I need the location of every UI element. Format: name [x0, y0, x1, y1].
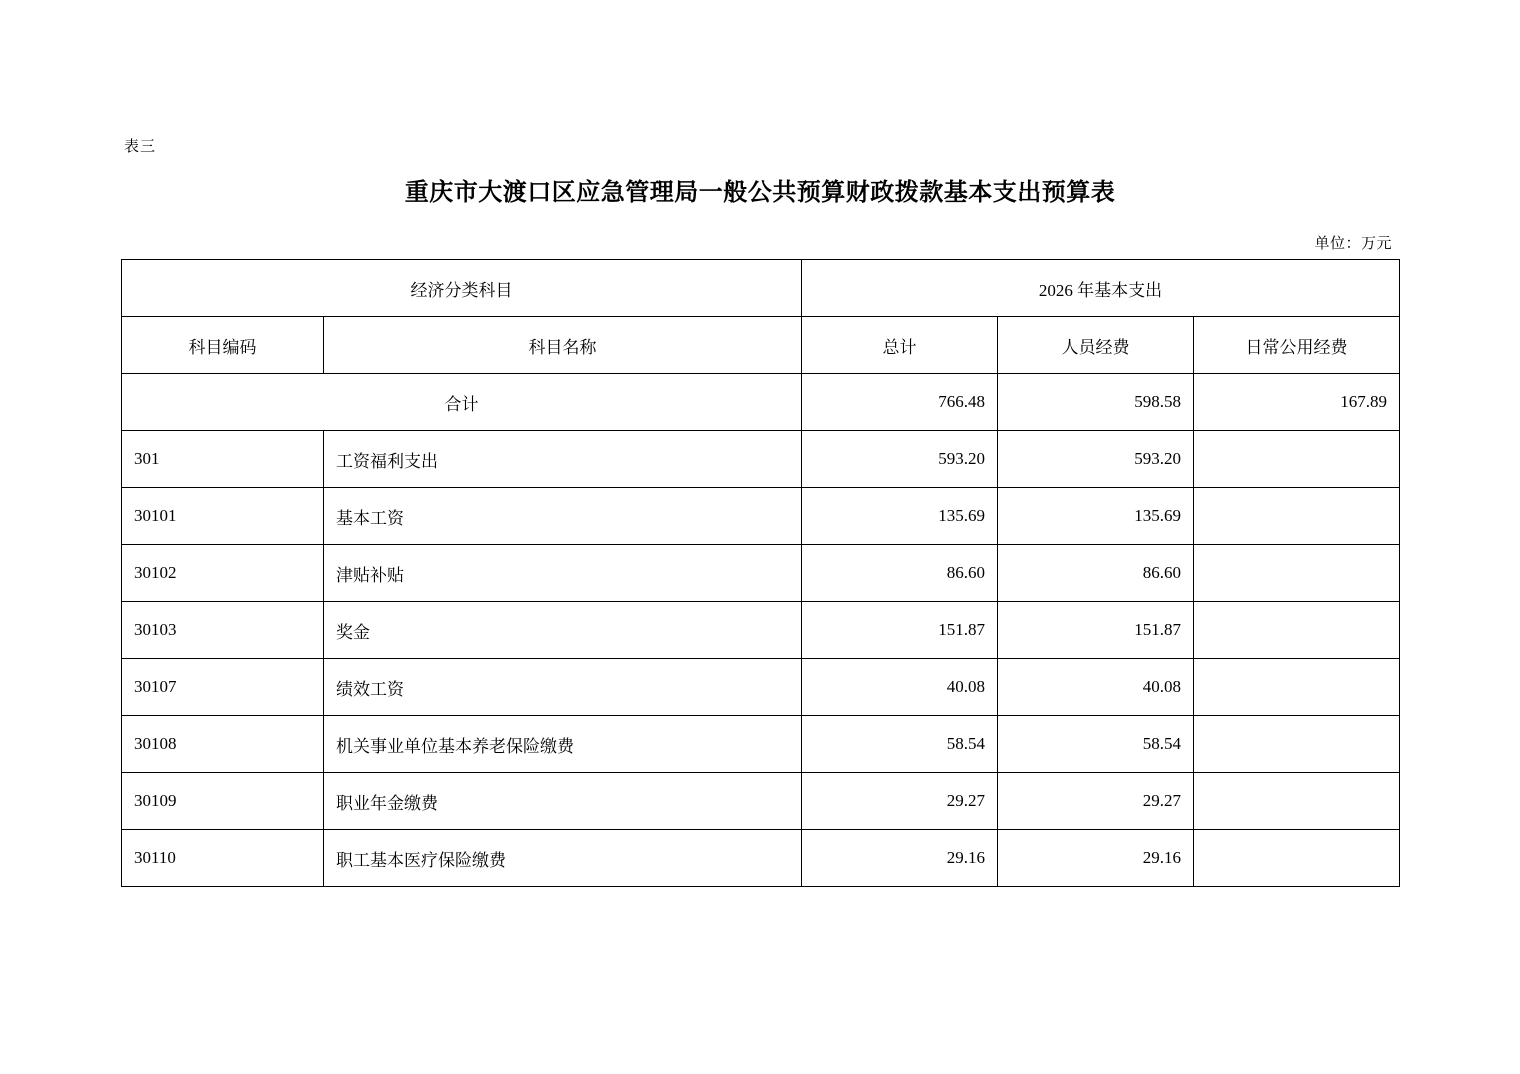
table-row: [122, 431, 1400, 488]
budget-table: [121, 259, 1400, 887]
table-row: [122, 659, 1400, 716]
cell-personnel: 86.60: [998, 545, 1194, 602]
cell-daily: [1194, 488, 1400, 545]
cell-total: 58.54: [802, 716, 998, 773]
cell-total: 593.20: [802, 431, 998, 488]
cell-name: 工资福利支出: [324, 431, 802, 488]
group-header-economic-classification: 经济分类科目: [122, 260, 802, 317]
cell-daily: [1194, 602, 1400, 659]
table-row: [122, 602, 1400, 659]
cell-name: 奖金: [324, 602, 802, 659]
table-row: [122, 545, 1400, 602]
cell-code: 30102: [122, 545, 324, 602]
cell-daily: [1194, 773, 1400, 830]
column-header-total: 总计: [802, 317, 998, 374]
table-row: [122, 488, 1400, 545]
page-title: 重庆市大渡口区应急管理局一般公共预算财政拨款基本支出预算表: [404, 180, 1116, 206]
cell-personnel: 135.69: [998, 488, 1194, 545]
cell-daily: [1194, 830, 1400, 887]
column-header-daily: 日常公用经费: [1194, 317, 1400, 374]
summary-total: 766.48: [802, 374, 998, 431]
summary-label: 合计: [122, 374, 802, 431]
cell-code: 301: [122, 431, 324, 488]
cell-code: 30110: [122, 830, 324, 887]
cell-name: 职业年金缴费: [324, 773, 802, 830]
table-row: [122, 773, 1400, 830]
cell-name: 机关事业单位基本养老保险缴费: [324, 716, 802, 773]
table-row: [122, 716, 1400, 773]
cell-code: 30108: [122, 716, 324, 773]
table-label: 表三: [124, 139, 157, 155]
cell-personnel: 29.27: [998, 773, 1194, 830]
cell-total: 29.27: [802, 773, 998, 830]
cell-personnel: 40.08: [998, 659, 1194, 716]
summary-daily: 167.89: [1194, 374, 1400, 431]
cell-total: 29.16: [802, 830, 998, 887]
cell-daily: [1194, 431, 1400, 488]
cell-personnel: 58.54: [998, 716, 1194, 773]
cell-total: 86.60: [802, 545, 998, 602]
cell-code: 30101: [122, 488, 324, 545]
column-header-name: 科目名称: [324, 317, 802, 374]
table-group-header-row: [122, 260, 1400, 317]
column-header-personnel: 人员经费: [998, 317, 1194, 374]
cell-name: 绩效工资: [324, 659, 802, 716]
cell-daily: [1194, 545, 1400, 602]
group-header-basic-expenditure: 2026 年基本支出: [802, 260, 1400, 317]
cell-code: 30103: [122, 602, 324, 659]
summary-personnel: 598.58: [998, 374, 1194, 431]
cell-code: 30109: [122, 773, 324, 830]
table-row: [122, 830, 1400, 887]
cell-name: 基本工资: [324, 488, 802, 545]
column-header-code: 科目编码: [122, 317, 324, 374]
cell-name: 职工基本医疗保险缴费: [324, 830, 802, 887]
table-row-summary: [122, 374, 1400, 431]
cell-total: 151.87: [802, 602, 998, 659]
cell-daily: [1194, 659, 1400, 716]
table-column-header-row: [122, 317, 1400, 374]
cell-personnel: 29.16: [998, 830, 1194, 887]
cell-personnel: 151.87: [998, 602, 1194, 659]
cell-personnel: 593.20: [998, 431, 1194, 488]
cell-name: 津贴补贴: [324, 545, 802, 602]
table-body: [122, 374, 1400, 887]
cell-total: 40.08: [802, 659, 998, 716]
cell-code: 30107: [122, 659, 324, 716]
unit-note: 单位：万元: [1314, 236, 1392, 252]
cell-daily: [1194, 716, 1400, 773]
cell-total: 135.69: [802, 488, 998, 545]
